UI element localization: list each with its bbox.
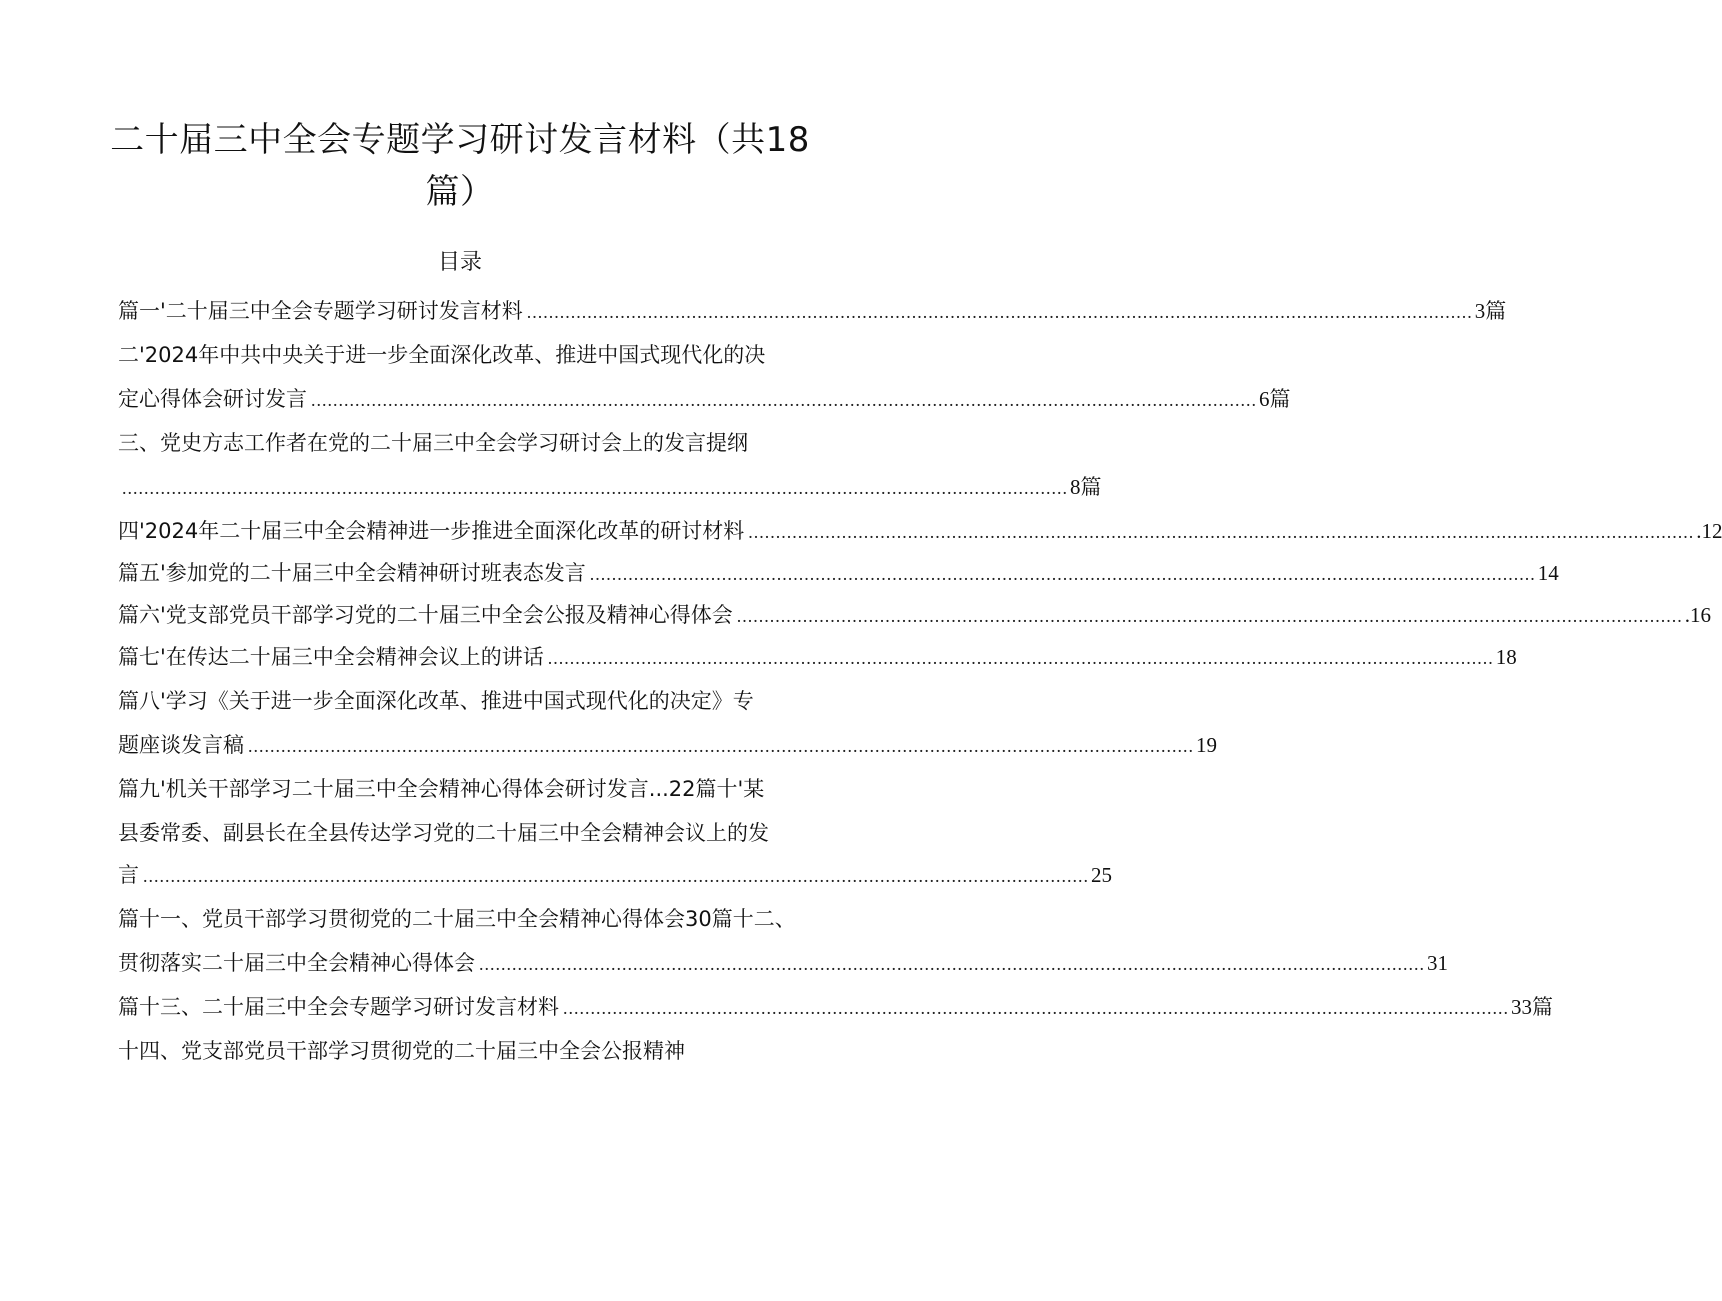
document-title-line-2: 篇） [425,172,495,212]
toc-line[interactable] [118,772,830,806]
toc-page-number: 31 [1427,951,1448,975]
toc-page-number: 19 [1196,733,1217,757]
toc-entry-text: 篇五'参加党的二十届三中全会精神研讨班表态发言 [118,561,586,585]
toc-line[interactable] [118,728,1217,762]
document-title-line-1: 二十届三中全会专题学习研讨发言材料（共18 [110,120,810,160]
toc-page-number: 8 [1070,475,1081,499]
toc-heading: 目录 [437,250,482,275]
toc-page-number: .16 [1684,603,1712,627]
toc-entry-text: 篇一'二十届三中全会专题学习研讨发言材料 [118,299,523,323]
toc-line[interactable] [118,598,1712,632]
toc-entry-text: 十四、党支部党员干部学习贯彻党的二十届三中全会公报精神 [118,1039,685,1063]
toc-entry-text: 篇十一、党员干部学习贯彻党的二十届三中全会精神心得体会30篇十二、 [118,907,796,931]
toc-page-number: 3 [1474,299,1486,323]
toc-entry-tail: 篇 [1485,299,1507,323]
toc-line[interactable] [118,684,830,718]
toc-entry-text: 篇六'党支部党员干部学习党的二十届三中全会公报及精神心得体会 [118,603,733,627]
toc-line[interactable] [118,294,1507,328]
toc-line[interactable] [118,1034,830,1068]
toc-entry-text: 贯彻落实二十届三中全会精神心得体会 [118,951,475,975]
toc-line[interactable] [118,382,1291,416]
toc-entry-tail: 篇 [1532,995,1553,1019]
toc-entry-text: 四'2024年二十届三中全会精神进一步推进全面深化改革的研讨材料 [118,519,745,543]
toc-entry-text: 篇七'在传达二十届三中全会精神会议上的讲话 [118,645,544,669]
toc-leader-dots: ............................................................................................................................................................................ [311,390,1257,410]
toc-page-number: 18 [1495,645,1517,669]
toc-leader-dots: ............................................................................................................................................................................ [479,954,1425,974]
toc-line[interactable] [118,470,1102,504]
toc-page-number: 25 [1091,863,1112,887]
toc-entry-tail: 篇 [1269,387,1291,411]
toc-leader-dots: ............................................................................................................................................................................ [748,522,1695,542]
toc-entry-text: 篇十三、二十届三中全会专题学习研讨发言材料 [118,995,559,1019]
toc-page-number: 14 [1537,561,1559,585]
toc-entry-text: 县委常委、副县长在全县传达学习党的二十届三中全会精神会议上的发 [118,821,769,845]
toc-page-number: 33 [1511,995,1532,1019]
toc-line[interactable] [118,990,1553,1024]
toc-leader-dots: ............................................................................................................................................................................ [526,302,1473,322]
toc-entry-text: 定心得体会研讨发言 [118,387,307,411]
toc-line[interactable] [118,946,1448,980]
toc-leader-dots: ............................................................................................................................................................................ [589,564,1536,584]
toc-line[interactable] [118,426,830,460]
toc-entry-text: 三、党史方志工作者在党的二十届三中全会学习研讨会上的发言提纲 [118,431,748,455]
toc-leader-dots: ............................................................................................................................................................................ [248,736,1194,756]
toc-line[interactable] [118,514,1722,548]
toc-entry-text: 题座谈发言稿 [118,733,244,757]
toc-leader-dots: ............................................................................................................................................................................ [547,648,1494,668]
toc-line[interactable] [118,338,830,372]
toc-line[interactable] [118,556,1559,590]
toc-leader-dots: ............................................................................................................................................................................ [143,866,1089,886]
toc-page-number: 6 [1259,387,1270,411]
toc-line[interactable] [118,858,1112,892]
toc-entry-text: 言 [118,863,139,887]
toc-entry-tail: 篇 [1080,475,1102,499]
toc-line[interactable] [118,640,1517,674]
toc-line[interactable] [118,816,830,850]
toc-entry-text: 篇九'机关干部学习二十届三中全会精神心得体会研讨发言...22篇十'某 [118,777,765,801]
toc-leader-dots: ............................................................................................................................................................................ [736,606,1683,626]
toc-entry-text: 二'2024年中共中央关于进一步全面深化改革、推进中国式现代化的决 [118,343,766,367]
toc-page-number: .12 [1696,519,1722,543]
toc-line[interactable] [118,902,830,936]
toc-entry-text: 篇八'学习《关于进一步全面深化改革、推进中国式现代化的决定》专 [118,689,754,713]
toc-leader-dots: ............................................................................................................................................................................ [563,998,1509,1018]
toc-leader-dots: ............................................................................................................................................................................ [122,478,1068,498]
